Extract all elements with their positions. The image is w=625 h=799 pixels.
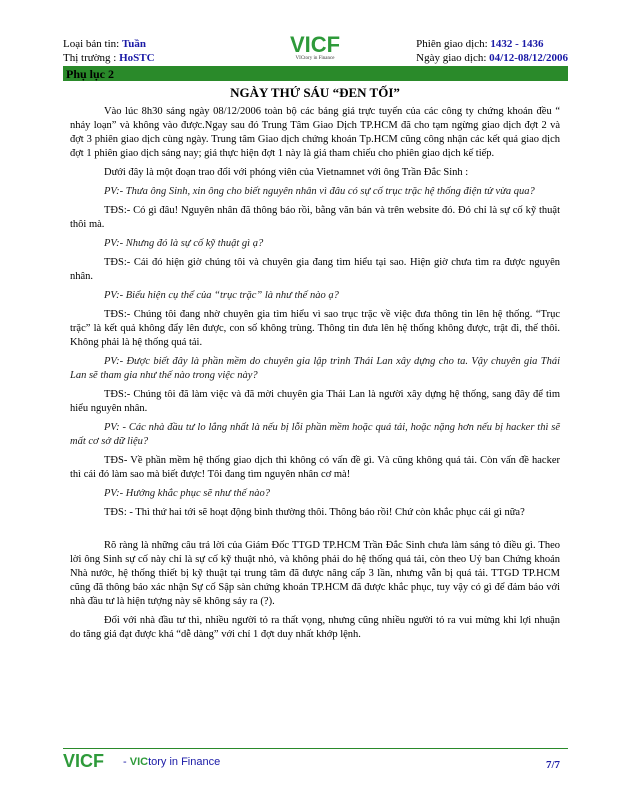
interview-question: PV:- Nhưng đó là sự cố kỹ thuật gì ạ? — [104, 238, 264, 249]
bulletin-type-label: Loại bản tin: — [63, 38, 122, 50]
paragraph: TĐS:- Chúng tôi đang nhờ chuyên gia tìm hiểu vì sao trục trặc về việc đưa thông tin lên hệ thống. “Trục trặc” là kết quả không đẩy lên được, con số không trùng. Thông tin đưa lên hệ thống không được, trật đi, thế thôi. Không phải là hệ thống quá tải. — [70, 309, 560, 348]
paragraph: Vào lúc 8h30 sáng ngày 08/12/2006 toàn bộ các bảng giá trực tuyến của các công ty chứng khoán đều “ nhảy loạn” và không vào được.Ngay sau đó Trung Tâm Giao Dịch TP.HCM đã cho tạm ngừng giao dịch đợt 2 và đợt 3 phiên giao dịch cùng ngày. Trung tâm Giao dịch chứng khoán Tp.HCM cũng công nhận các kết quả giao dịch đợt 1 phiên giao dịch sáng nay; giá thực hiện đợt 1 này là giá tham chiếu cho phiên giao dịch kế tiếp. — [70, 106, 560, 159]
footer-slogan-dash: - — [123, 756, 130, 768]
footer-slogan — [123, 756, 220, 768]
paragraph: Rõ ràng là những câu trả lời của Giám Đốc TTGD TP.HCM Trần Đắc Sinh chưa làm sáng tỏ điều gì. Theo lời ông Sinh sự cố này chỉ là sự cố kỹ thuật nhỏ, và không phải do hệ thống quá tải, còn theo Uỷ ban Chứng khoán Nhà nước, hệ thống thiết bị kỹ thuật tại trung tâm đã được nâng cấp 3 lần, nhưng vẫn bị quá tải. TTGD TP.HCM cũng đã thông báo xác nhận Sự cố Sập sàn chứng khoán TP.HCM đã được khắc phục, tuy vậy có gì để đảm bảo với nhà đầu tư là hiện tượng này sẽ không sảy ra (?). — [70, 540, 560, 607]
footer-slogan-vic: VIC — [129, 756, 149, 768]
page-number: 7/7 — [545, 759, 560, 771]
market-label: Thị trường : — [63, 52, 120, 64]
paragraph: TĐS:- Cái đó hiện giờ chúng tôi và chuyên gia đang tìm hiểu tại sao. Hiện giờ chưa tìm ra được nguyên nhân. — [70, 257, 560, 282]
footer-logo: VICF — [63, 751, 105, 771]
section-title: Phụ lục 2 — [66, 67, 115, 81]
article-body — [70, 105, 560, 642]
paragraph: TĐS:- Chúng tôi đã làm việc và đã mời chuyên gia Thái Lan là người xây dựng hệ thống, sang đây để tìm hiểu nguyên nhân. — [70, 389, 560, 414]
interview-question: PV:- Hướng khắc phục sẽ như thế nào? — [104, 488, 270, 499]
market-value: HoSTC — [119, 52, 155, 64]
section-bar — [63, 67, 568, 81]
logo-tagline: VICtory in Finance — [295, 56, 335, 61]
trading-date-label: Ngày giao dịch: — [416, 52, 490, 64]
header-left — [63, 37, 155, 65]
paragraph: TĐS:- Có gì đâu! Nguyên nhân đã thông báo rồi, bằng văn bản và trên website đó. Đó chỉ là sự cố kỹ thuật thôi mà. — [70, 205, 560, 230]
footer-slogan-rest: tory in Finance — [148, 756, 221, 768]
trading-date — [416, 51, 568, 65]
bulletin-type-value: Tuần — [121, 38, 147, 50]
interview-question: PV:- Được biết đây là phần mềm do chuyên gia lập trình Thái Lan xây dựng cho ta. Vậy chuyên gia Thái Lan sẽ tham gia như thế nào trong việc này? — [70, 356, 560, 381]
trading-session-label: Phiên giao dịch: — [416, 38, 491, 50]
logo-word: VICF — [289, 32, 341, 57]
interview-question: PV:- Biểu hiện cụ thể của “trục trặc” là như thế nào ạ? — [104, 290, 339, 301]
paragraph: Dưới đây là một đoạn trao đổi với phóng viên của Vietnamnet với ông Trần Đắc Sinh : — [104, 167, 469, 178]
article — [70, 86, 560, 647]
market — [63, 51, 155, 65]
header-right — [416, 37, 568, 65]
article-title: NGÀY THỨ SÁU “ĐEN TỐI” — [230, 85, 400, 100]
paragraph: TĐS- Về phần mềm hệ thống giao dịch thì không có vấn đề gì. Và cũng không quá tải. Còn vấn đề hacker thì cái đó làm sao mà biết được! Tôi đang tìm nguyên nhân cơ mà! — [70, 455, 560, 480]
interview-question: PV: - Các nhà đầu tư lo lắng nhất là nếu bị lỗi phần mềm hoặc quá tải, hoặc nặng hơn nếu bị hacker thì sẽ mất cơ sở dữ liệu? — [70, 422, 560, 447]
paragraph: Đối với nhà đầu tư thì, nhiều người tỏ ra thất vọng, nhưng cũng nhiều người tỏ ra vui mừng khi lợi nhuận do tăng giá đạt được khá “dễ dàng” với chỉ 1 đợt duy nhất khớp lệnh. — [70, 615, 560, 640]
paragraph-gap — [70, 525, 560, 539]
page-footer — [63, 748, 568, 771]
trading-session-value: 1432 - 1436 — [490, 38, 544, 50]
interview-question: PV:- Thưa ông Sinh, xin ông cho biết nguyên nhân vì đâu có sự cố trục trặc hệ thống điện tử vừa qua? — [104, 186, 535, 197]
bulletin-type — [63, 37, 155, 51]
vicf-logo — [285, 34, 345, 62]
trading-session — [416, 37, 568, 51]
trading-date-value: 04/12-08/12/2006 — [489, 52, 568, 64]
paragraph: TĐS: - Thì thứ hai tới sẽ hoạt động bình thường thôi. Thông báo rồi! Chứ còn khắc phục cái gì nữa? — [104, 507, 525, 518]
